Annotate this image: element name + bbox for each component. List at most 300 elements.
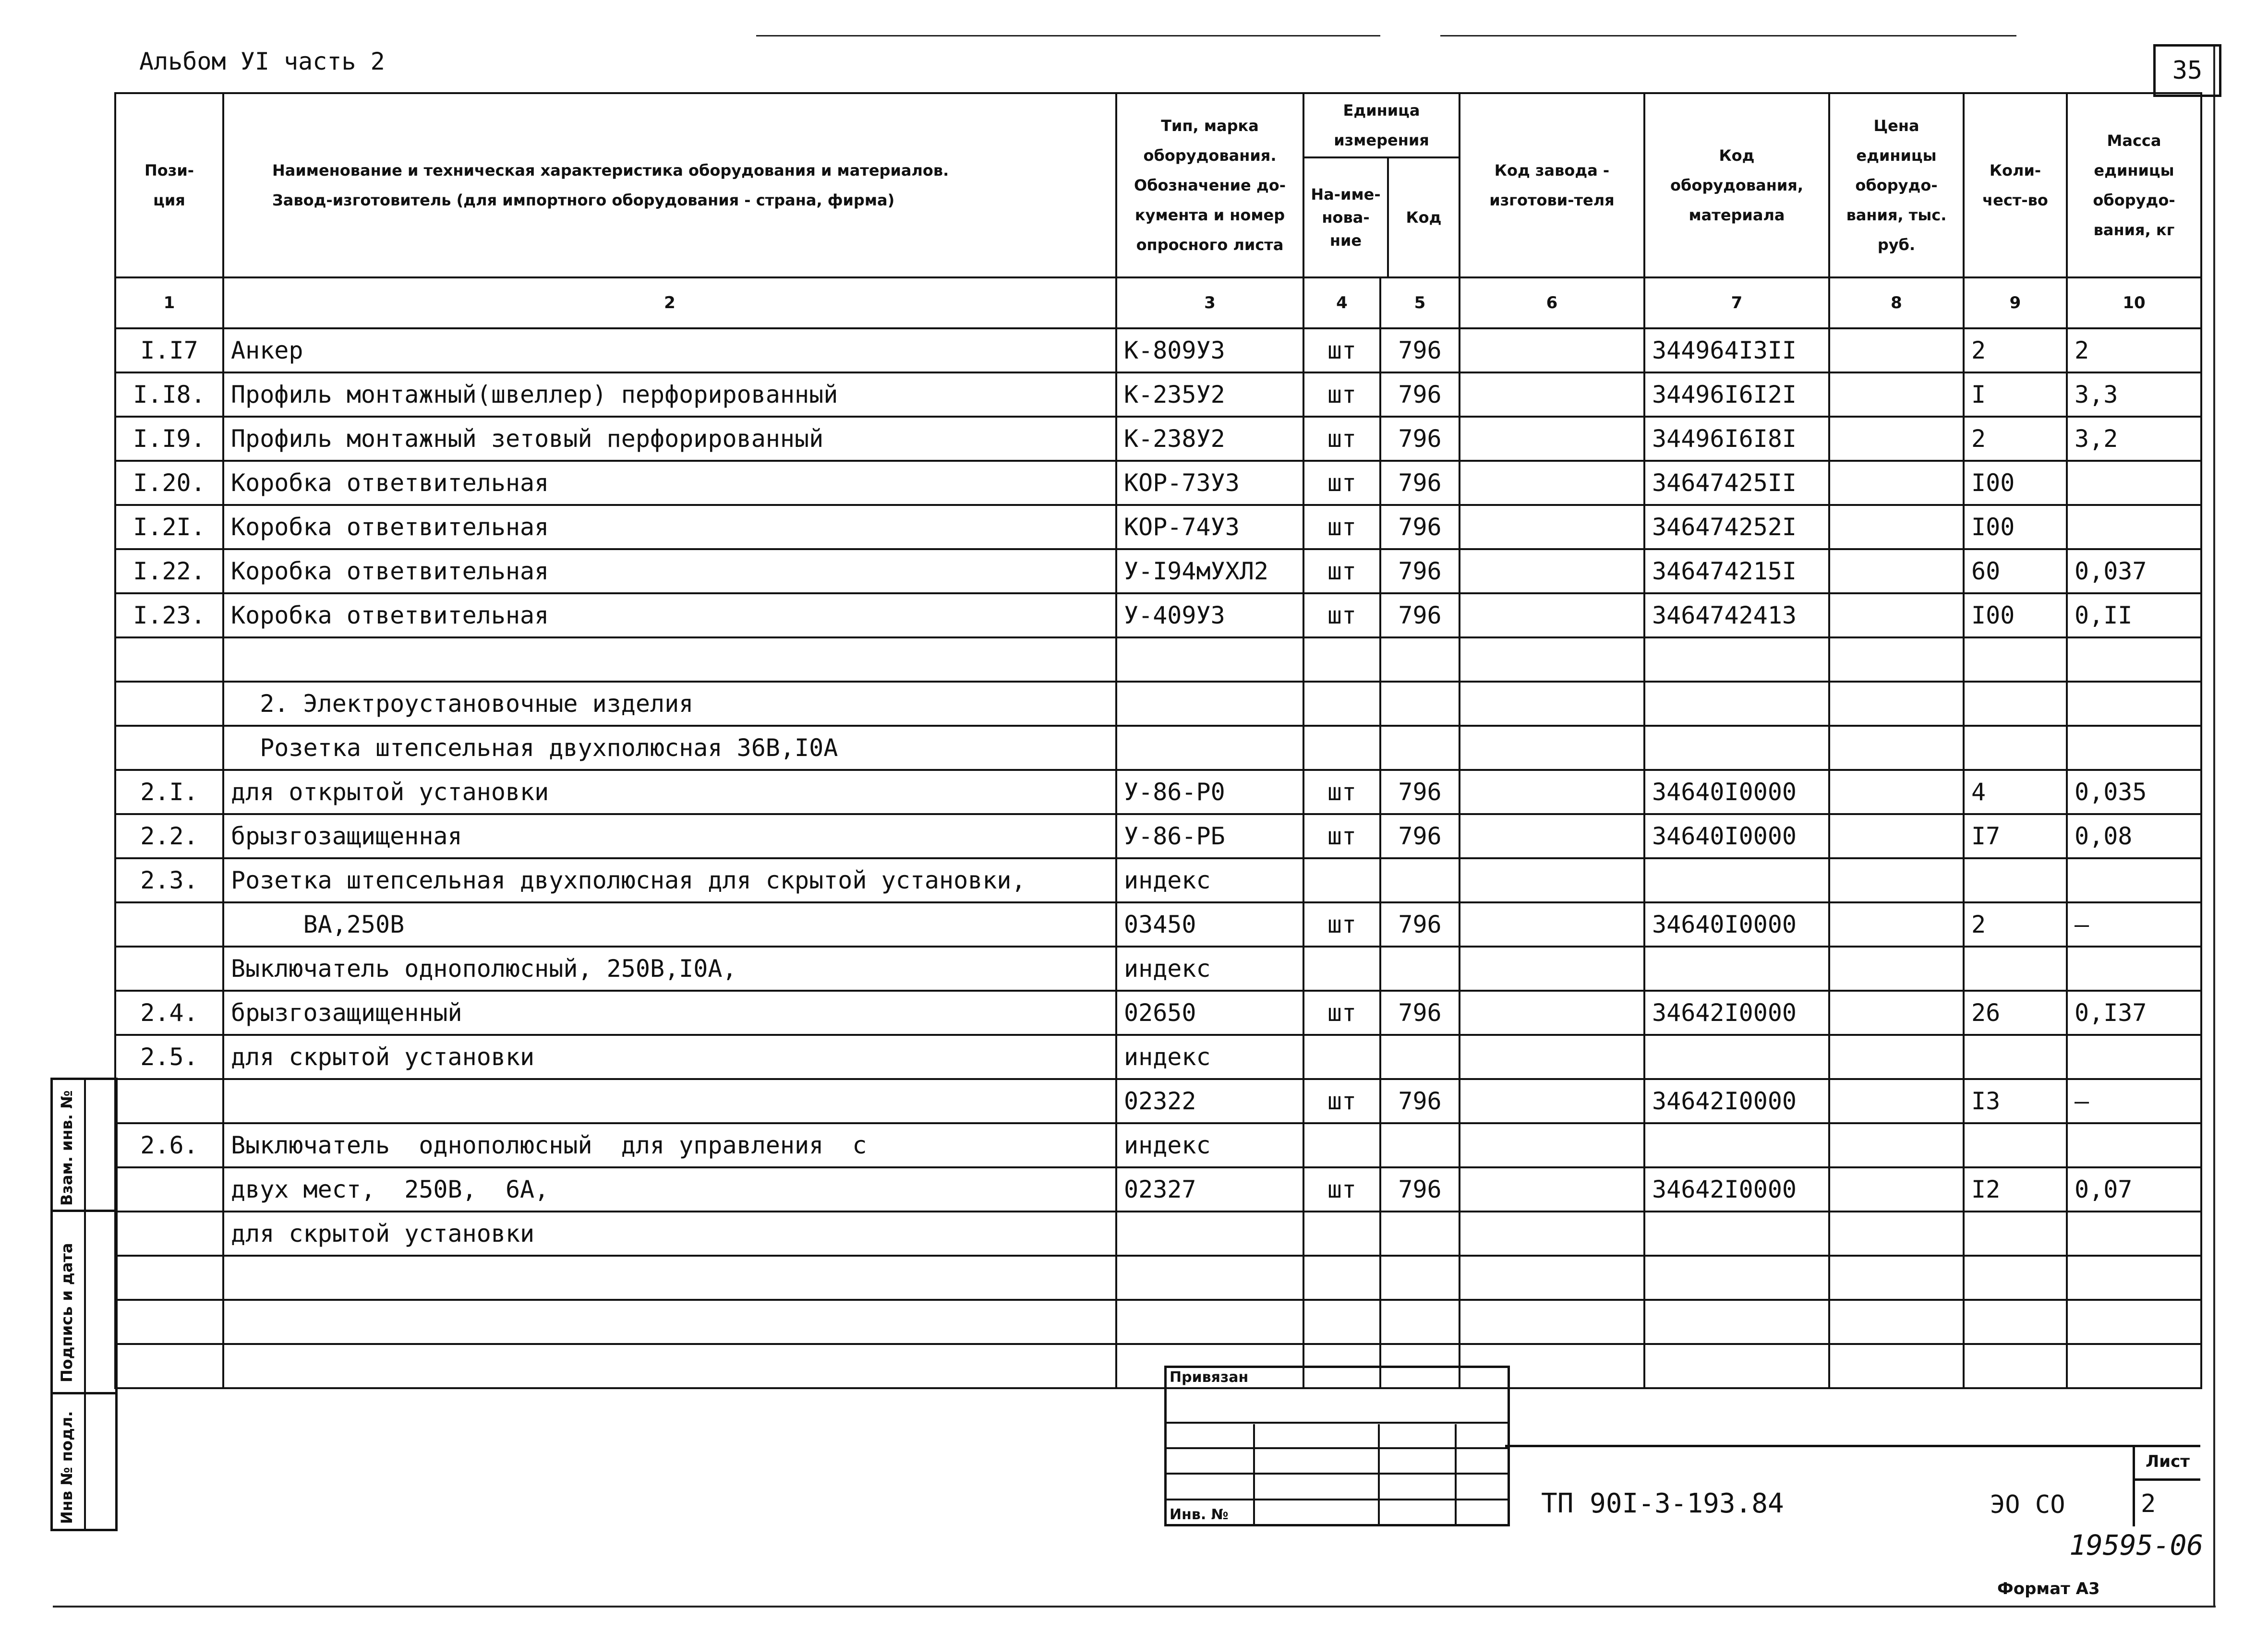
price-cell bbox=[1829, 947, 1964, 991]
name-cell: Профиль монтажный(швеллер) перфорированный bbox=[223, 372, 1116, 417]
position-cell bbox=[115, 902, 223, 947]
mass-cell: 3,2 bbox=[2067, 417, 2201, 461]
unit-cell: шт bbox=[1303, 372, 1380, 417]
mass-cell bbox=[2067, 1212, 2201, 1256]
sheet-number: 35 bbox=[2153, 44, 2221, 97]
name-cell bbox=[223, 637, 1116, 682]
type-cell: К-809У3 bbox=[1116, 328, 1303, 372]
unit-cell: шт bbox=[1303, 991, 1380, 1035]
unit-code-cell: 796 bbox=[1380, 461, 1460, 505]
col-number: 2 bbox=[223, 277, 1116, 328]
material-code-cell: 34642I0000 bbox=[1644, 1079, 1829, 1123]
name-cell: Коробка ответвительная bbox=[223, 505, 1116, 549]
factory-code-cell bbox=[1460, 682, 1644, 726]
unit-cell: шт bbox=[1303, 1167, 1380, 1212]
unit-code-cell: 796 bbox=[1380, 505, 1460, 549]
header-row bbox=[115, 93, 2201, 277]
unit-code-cell bbox=[1380, 726, 1460, 770]
col-number: 6 bbox=[1460, 277, 1644, 328]
position-cell bbox=[115, 1167, 223, 1212]
name-cell bbox=[223, 1256, 1116, 1300]
factory-code-cell bbox=[1460, 991, 1644, 1035]
price-cell bbox=[1829, 1123, 1964, 1167]
qty-cell: I00 bbox=[1964, 505, 2067, 549]
table-row bbox=[115, 858, 2201, 902]
type-cell: К-235У2 bbox=[1116, 372, 1303, 417]
unit-cell bbox=[1303, 682, 1380, 726]
mass-cell bbox=[2067, 637, 2201, 682]
qty-cell: I bbox=[1964, 372, 2067, 417]
qty-cell bbox=[1964, 947, 2067, 991]
name-cell: Коробка ответвительная bbox=[223, 549, 1116, 593]
mass-cell: 0,07 bbox=[2067, 1167, 2201, 1212]
price-cell bbox=[1829, 902, 1964, 947]
material-code-cell: 34642I0000 bbox=[1644, 1167, 1829, 1212]
type-cell: 02322 bbox=[1116, 1079, 1303, 1123]
qty-cell: I3 bbox=[1964, 1079, 2067, 1123]
position-cell: I.22. bbox=[115, 549, 223, 593]
sheet-label: Лист bbox=[2133, 1445, 2200, 1481]
table-row bbox=[115, 947, 2201, 991]
position-cell bbox=[115, 1212, 223, 1256]
side-label-replaces-inv: Взам. инв. № bbox=[58, 1090, 76, 1206]
qty-cell: I2 bbox=[1964, 1167, 2067, 1212]
col-header-unit-code: Код bbox=[1406, 208, 1442, 227]
name-cell: Коробка ответвительная bbox=[223, 461, 1116, 505]
column-number-row bbox=[115, 277, 2201, 328]
col-number: 8 bbox=[1829, 277, 1964, 328]
position-cell bbox=[115, 726, 223, 770]
material-code-cell bbox=[1644, 947, 1829, 991]
position-cell: I.20. bbox=[115, 461, 223, 505]
stamp-inv-label: Инв. № bbox=[1170, 1506, 1229, 1523]
mass-cell bbox=[2067, 1344, 2201, 1388]
unit-cell: шт bbox=[1303, 1079, 1380, 1123]
table-row bbox=[115, 1300, 2201, 1344]
position-cell: 2.4. bbox=[115, 991, 223, 1035]
table-row bbox=[115, 682, 2201, 726]
mass-cell bbox=[2067, 1300, 2201, 1344]
price-cell bbox=[1829, 858, 1964, 902]
mass-cell: 0,035 bbox=[2067, 770, 2201, 814]
side-label-sign-date: Подпись и дата bbox=[58, 1243, 76, 1382]
qty-cell bbox=[1964, 1344, 2067, 1388]
type-cell: КОР-73У3 bbox=[1116, 461, 1303, 505]
position-cell bbox=[115, 1256, 223, 1300]
table-row bbox=[115, 1035, 2201, 1079]
material-code-cell bbox=[1644, 1300, 1829, 1344]
factory-code-cell bbox=[1460, 1256, 1644, 1300]
price-cell bbox=[1829, 372, 1964, 417]
price-cell bbox=[1829, 1035, 1964, 1079]
table-row bbox=[115, 1167, 2201, 1212]
material-code-cell: 3464742413 bbox=[1644, 593, 1829, 637]
table-row bbox=[115, 814, 2201, 858]
price-cell bbox=[1829, 1300, 1964, 1344]
unit-code-cell: 796 bbox=[1380, 593, 1460, 637]
type-cell bbox=[1116, 1256, 1303, 1300]
binding-stamp bbox=[1164, 1366, 1510, 1526]
col-header-factory-code: Код завода - изготови-теля bbox=[1460, 93, 1644, 277]
factory-code-cell bbox=[1460, 1212, 1644, 1256]
type-cell: У-409У3 bbox=[1116, 593, 1303, 637]
unit-cell bbox=[1303, 1256, 1380, 1300]
material-code-cell bbox=[1644, 1123, 1829, 1167]
price-cell bbox=[1829, 593, 1964, 637]
name-cell: Розетка штепсельная двухполюсная 36В,I0А bbox=[223, 726, 1116, 770]
unit-group-label: Единица измерения bbox=[1304, 94, 1459, 158]
col-header-type: Тип, марка оборудования. Обозначение до-кумента и номер опросного листа bbox=[1116, 93, 1303, 277]
album-title: Альбом УI часть 2 bbox=[139, 48, 385, 75]
bottom-rule bbox=[53, 1606, 2216, 1608]
mass-cell bbox=[2067, 726, 2201, 770]
qty-cell: 26 bbox=[1964, 991, 2067, 1035]
table-row bbox=[115, 593, 2201, 637]
unit-cell: шт bbox=[1303, 328, 1380, 372]
unit-cell: шт bbox=[1303, 814, 1380, 858]
unit-code-cell: 796 bbox=[1380, 328, 1460, 372]
mass-cell bbox=[2067, 947, 2201, 991]
position-cell: 2.3. bbox=[115, 858, 223, 902]
material-code-cell: 34496I6I2I bbox=[1644, 372, 1829, 417]
qty-cell bbox=[1964, 682, 2067, 726]
position-cell bbox=[115, 947, 223, 991]
price-cell bbox=[1829, 814, 1964, 858]
mass-cell: 3,3 bbox=[2067, 372, 2201, 417]
table-row bbox=[115, 1344, 2201, 1388]
price-cell bbox=[1829, 726, 1964, 770]
table-row bbox=[115, 1123, 2201, 1167]
col-number: 5 bbox=[1380, 277, 1460, 328]
price-cell bbox=[1829, 328, 1964, 372]
mass-cell: 0,08 bbox=[2067, 814, 2201, 858]
unit-code-cell: 796 bbox=[1380, 814, 1460, 858]
material-code-cell bbox=[1644, 1212, 1829, 1256]
name-cell: для скрытой установки bbox=[223, 1035, 1116, 1079]
unit-code-cell bbox=[1380, 1123, 1460, 1167]
unit-cell bbox=[1303, 1123, 1380, 1167]
unit-cell bbox=[1303, 1300, 1380, 1344]
material-code-cell bbox=[1644, 682, 1829, 726]
table-row bbox=[115, 1256, 2201, 1300]
unit-cell: шт bbox=[1303, 417, 1380, 461]
position-cell: I.I9. bbox=[115, 417, 223, 461]
material-code-cell bbox=[1644, 1256, 1829, 1300]
name-cell: брызгозащищенный bbox=[223, 991, 1116, 1035]
table-row bbox=[115, 328, 2201, 372]
type-cell: У-86-РБ bbox=[1116, 814, 1303, 858]
type-cell bbox=[1116, 1300, 1303, 1344]
document-code: ЭО СО bbox=[1990, 1490, 2065, 1519]
position-cell: 2.2. bbox=[115, 814, 223, 858]
material-code-cell: 34647425II bbox=[1644, 461, 1829, 505]
name-cell: для скрытой установки bbox=[223, 1212, 1116, 1256]
price-cell bbox=[1829, 461, 1964, 505]
document-number: ТП 90I-3-193.84 bbox=[1541, 1488, 1784, 1519]
unit-code-cell bbox=[1380, 947, 1460, 991]
specification-table bbox=[114, 92, 2202, 1389]
unit-cell bbox=[1303, 947, 1380, 991]
col-header-position: Пози- ция bbox=[115, 93, 223, 277]
factory-code-cell bbox=[1460, 1123, 1644, 1167]
factory-code-cell bbox=[1460, 902, 1644, 947]
table-row bbox=[115, 726, 2201, 770]
position-cell: 2.I. bbox=[115, 770, 223, 814]
material-code-cell: 346474252I bbox=[1644, 505, 1829, 549]
unit-code-cell: 796 bbox=[1380, 902, 1460, 947]
col-header-unit-name: На-име-нова-ние bbox=[1304, 158, 1389, 276]
mass-cell: – bbox=[2067, 1079, 2201, 1123]
mass-cell bbox=[2067, 682, 2201, 726]
name-cell: Выключатель однополюсный, 250В,I0А, bbox=[223, 947, 1116, 991]
unit-cell: шт bbox=[1303, 770, 1380, 814]
factory-code-cell bbox=[1460, 505, 1644, 549]
mass-cell: 0,037 bbox=[2067, 549, 2201, 593]
table-row bbox=[115, 549, 2201, 593]
mass-cell bbox=[2067, 461, 2201, 505]
table-row bbox=[115, 991, 2201, 1035]
table-row bbox=[115, 1079, 2201, 1123]
name-cell: брызгозащищенная bbox=[223, 814, 1116, 858]
unit-code-cell bbox=[1380, 682, 1460, 726]
factory-code-cell bbox=[1460, 549, 1644, 593]
factory-code-cell bbox=[1460, 726, 1644, 770]
qty-cell: I7 bbox=[1964, 814, 2067, 858]
col-number: 9 bbox=[1964, 277, 2067, 328]
type-cell bbox=[1116, 682, 1303, 726]
factory-code-cell bbox=[1460, 947, 1644, 991]
col-number: 4 bbox=[1303, 277, 1380, 328]
price-cell bbox=[1829, 1256, 1964, 1300]
type-cell: индекс bbox=[1116, 947, 1303, 991]
right-border bbox=[2213, 44, 2215, 1607]
price-cell bbox=[1829, 1344, 1964, 1388]
qty-cell: 2 bbox=[1964, 328, 2067, 372]
unit-code-cell: 796 bbox=[1380, 417, 1460, 461]
position-cell: 2.5. bbox=[115, 1035, 223, 1079]
unit-code-cell bbox=[1380, 1300, 1460, 1344]
qty-cell bbox=[1964, 1300, 2067, 1344]
position-cell: I.2I. bbox=[115, 505, 223, 549]
price-cell bbox=[1829, 1079, 1964, 1123]
type-cell: индекс bbox=[1116, 1035, 1303, 1079]
col-header-price: Цена единицы оборудо-вания, тыс. руб. bbox=[1829, 93, 1964, 277]
unit-cell bbox=[1303, 1212, 1380, 1256]
qty-cell: 2 bbox=[1964, 902, 2067, 947]
side-label-inv-original: Инв № подл. bbox=[58, 1411, 76, 1524]
type-cell: индекс bbox=[1116, 1123, 1303, 1167]
side-stamp bbox=[50, 1078, 118, 1531]
unit-cell: шт bbox=[1303, 593, 1380, 637]
unit-code-cell: 796 bbox=[1380, 549, 1460, 593]
qty-cell bbox=[1964, 858, 2067, 902]
unit-cell: шт bbox=[1303, 549, 1380, 593]
unit-code-cell: 796 bbox=[1380, 1167, 1460, 1212]
factory-code-cell bbox=[1460, 461, 1644, 505]
position-cell bbox=[115, 637, 223, 682]
mass-cell bbox=[2067, 858, 2201, 902]
unit-cell bbox=[1303, 637, 1380, 682]
name-cell: двух мест, 250В, 6А, bbox=[223, 1167, 1116, 1212]
price-cell bbox=[1829, 991, 1964, 1035]
mass-cell: – bbox=[2067, 902, 2201, 947]
material-code-cell bbox=[1644, 1344, 1829, 1388]
price-cell bbox=[1829, 549, 1964, 593]
unit-cell bbox=[1303, 726, 1380, 770]
position-cell: 2.6. bbox=[115, 1123, 223, 1167]
qty-cell bbox=[1964, 726, 2067, 770]
unit-code-cell: 796 bbox=[1380, 991, 1460, 1035]
price-cell bbox=[1829, 637, 1964, 682]
name-cell bbox=[223, 1079, 1116, 1123]
position-cell bbox=[115, 1344, 223, 1388]
type-cell: 03450 bbox=[1116, 902, 1303, 947]
unit-code-cell: 796 bbox=[1380, 372, 1460, 417]
mass-cell: 2 bbox=[2067, 328, 2201, 372]
position-cell: I.I8. bbox=[115, 372, 223, 417]
unit-code-cell bbox=[1380, 858, 1460, 902]
qty-cell bbox=[1964, 1123, 2067, 1167]
name-cell: для открытой установки bbox=[223, 770, 1116, 814]
name-cell: Выключатель однополюсный для управления с bbox=[223, 1123, 1116, 1167]
unit-code-cell bbox=[1380, 1035, 1460, 1079]
col-header-mass: Масса единицы оборудо-вания, кг bbox=[2067, 93, 2201, 277]
table-row bbox=[115, 1212, 2201, 1256]
stamp-applied-label: Привязан bbox=[1170, 1369, 1249, 1386]
unit-cell: шт bbox=[1303, 461, 1380, 505]
name-cell: Розетка штепсельная двухполюсная для скрытой установки, bbox=[223, 858, 1116, 902]
name-cell: Профиль монтажный зетовый перфорированный bbox=[223, 417, 1116, 461]
material-code-cell bbox=[1644, 1035, 1829, 1079]
name-cell: 2. Электроустановочные изделия bbox=[223, 682, 1116, 726]
qty-cell: 4 bbox=[1964, 770, 2067, 814]
material-code-cell: 346474215I bbox=[1644, 549, 1829, 593]
factory-code-cell bbox=[1460, 814, 1644, 858]
material-code-cell: 344964I3II bbox=[1644, 328, 1829, 372]
factory-code-cell bbox=[1460, 1035, 1644, 1079]
mass-cell: 0,II bbox=[2067, 593, 2201, 637]
factory-code-cell bbox=[1460, 1300, 1644, 1344]
factory-code-cell bbox=[1460, 1079, 1644, 1123]
table-row bbox=[115, 372, 2201, 417]
mass-cell bbox=[2067, 1123, 2201, 1167]
price-cell bbox=[1829, 1167, 1964, 1212]
material-code-cell: 34496I6I8I bbox=[1644, 417, 1829, 461]
type-cell: У-I94мУХЛ2 bbox=[1116, 549, 1303, 593]
unit-cell: шт bbox=[1303, 505, 1380, 549]
type-cell: 02327 bbox=[1116, 1167, 1303, 1212]
table-row bbox=[115, 902, 2201, 947]
mass-cell bbox=[2067, 505, 2201, 549]
factory-code-cell bbox=[1460, 770, 1644, 814]
position-cell bbox=[115, 682, 223, 726]
name-cell: Анкер bbox=[223, 328, 1116, 372]
name-cell bbox=[223, 1344, 1116, 1388]
factory-code-cell bbox=[1460, 858, 1644, 902]
sheet-value: 2 bbox=[2133, 1481, 2198, 1526]
col-number: 3 bbox=[1116, 277, 1303, 328]
price-cell bbox=[1829, 1212, 1964, 1256]
table-row bbox=[115, 417, 2201, 461]
material-code-cell bbox=[1644, 858, 1829, 902]
col-header-unit-group bbox=[1303, 93, 1460, 277]
col-number: 7 bbox=[1644, 277, 1829, 328]
col-number: 1 bbox=[115, 277, 223, 328]
unit-code-cell: 796 bbox=[1380, 770, 1460, 814]
qty-cell: I00 bbox=[1964, 593, 2067, 637]
type-cell: 02650 bbox=[1116, 991, 1303, 1035]
qty-cell: 60 bbox=[1964, 549, 2067, 593]
material-code-cell bbox=[1644, 637, 1829, 682]
price-cell bbox=[1829, 505, 1964, 549]
factory-code-cell bbox=[1460, 637, 1644, 682]
position-cell bbox=[115, 1300, 223, 1344]
price-cell bbox=[1829, 770, 1964, 814]
factory-code-cell bbox=[1460, 1167, 1644, 1212]
position-cell: I.23. bbox=[115, 593, 223, 637]
inventory-number: 19595-06 bbox=[2069, 1529, 2204, 1561]
qty-cell: 2 bbox=[1964, 417, 2067, 461]
qty-cell bbox=[1964, 1035, 2067, 1079]
type-cell bbox=[1116, 726, 1303, 770]
format-label: Формат А3 bbox=[1997, 1579, 2100, 1598]
mass-cell bbox=[2067, 1035, 2201, 1079]
table-row bbox=[115, 505, 2201, 549]
unit-code-cell: 796 bbox=[1380, 1079, 1460, 1123]
type-cell bbox=[1116, 1212, 1303, 1256]
unit-cell: шт bbox=[1303, 902, 1380, 947]
mass-cell bbox=[2067, 1256, 2201, 1300]
type-cell: У-86-Р0 bbox=[1116, 770, 1303, 814]
col-header-material-code: Код оборудования, материала bbox=[1644, 93, 1829, 277]
price-cell bbox=[1829, 417, 1964, 461]
material-code-cell: 34640I0000 bbox=[1644, 814, 1829, 858]
position-cell: I.I7 bbox=[115, 328, 223, 372]
material-code-cell: 34640I0000 bbox=[1644, 902, 1829, 947]
factory-code-cell bbox=[1460, 328, 1644, 372]
factory-code-cell bbox=[1460, 372, 1644, 417]
unit-code-cell bbox=[1380, 1256, 1460, 1300]
table-row bbox=[115, 461, 2201, 505]
qty-cell bbox=[1964, 1256, 2067, 1300]
unit-cell bbox=[1303, 1035, 1380, 1079]
unit-code-cell bbox=[1380, 1212, 1460, 1256]
type-cell: КОР-74У3 bbox=[1116, 505, 1303, 549]
qty-cell bbox=[1964, 637, 2067, 682]
top-rule-right bbox=[1440, 35, 2016, 36]
factory-code-cell bbox=[1460, 417, 1644, 461]
unit-cell bbox=[1303, 858, 1380, 902]
name-cell: ВА,250В bbox=[223, 902, 1116, 947]
col-header-qty: Коли-чест-во bbox=[1964, 93, 2067, 277]
type-cell: К-238У2 bbox=[1116, 417, 1303, 461]
mass-cell: 0,I37 bbox=[2067, 991, 2201, 1035]
type-cell: индекс bbox=[1116, 858, 1303, 902]
col-number: 10 bbox=[2067, 277, 2201, 328]
unit-code-cell bbox=[1380, 637, 1460, 682]
material-code-cell: 34640I0000 bbox=[1644, 770, 1829, 814]
factory-code-cell bbox=[1460, 593, 1644, 637]
type-cell bbox=[1116, 637, 1303, 682]
qty-cell: I00 bbox=[1964, 461, 2067, 505]
position-cell bbox=[115, 1079, 223, 1123]
table-row bbox=[115, 637, 2201, 682]
qty-cell bbox=[1964, 1212, 2067, 1256]
name-cell: Коробка ответвительная bbox=[223, 593, 1116, 637]
material-code-cell bbox=[1644, 726, 1829, 770]
col-header-name: Наименование и техническая характеристика оборудования и материалов. Завод-изготовитель (для импортного оборудования - страна, фирма) bbox=[223, 93, 1116, 277]
top-rule bbox=[756, 35, 1380, 36]
